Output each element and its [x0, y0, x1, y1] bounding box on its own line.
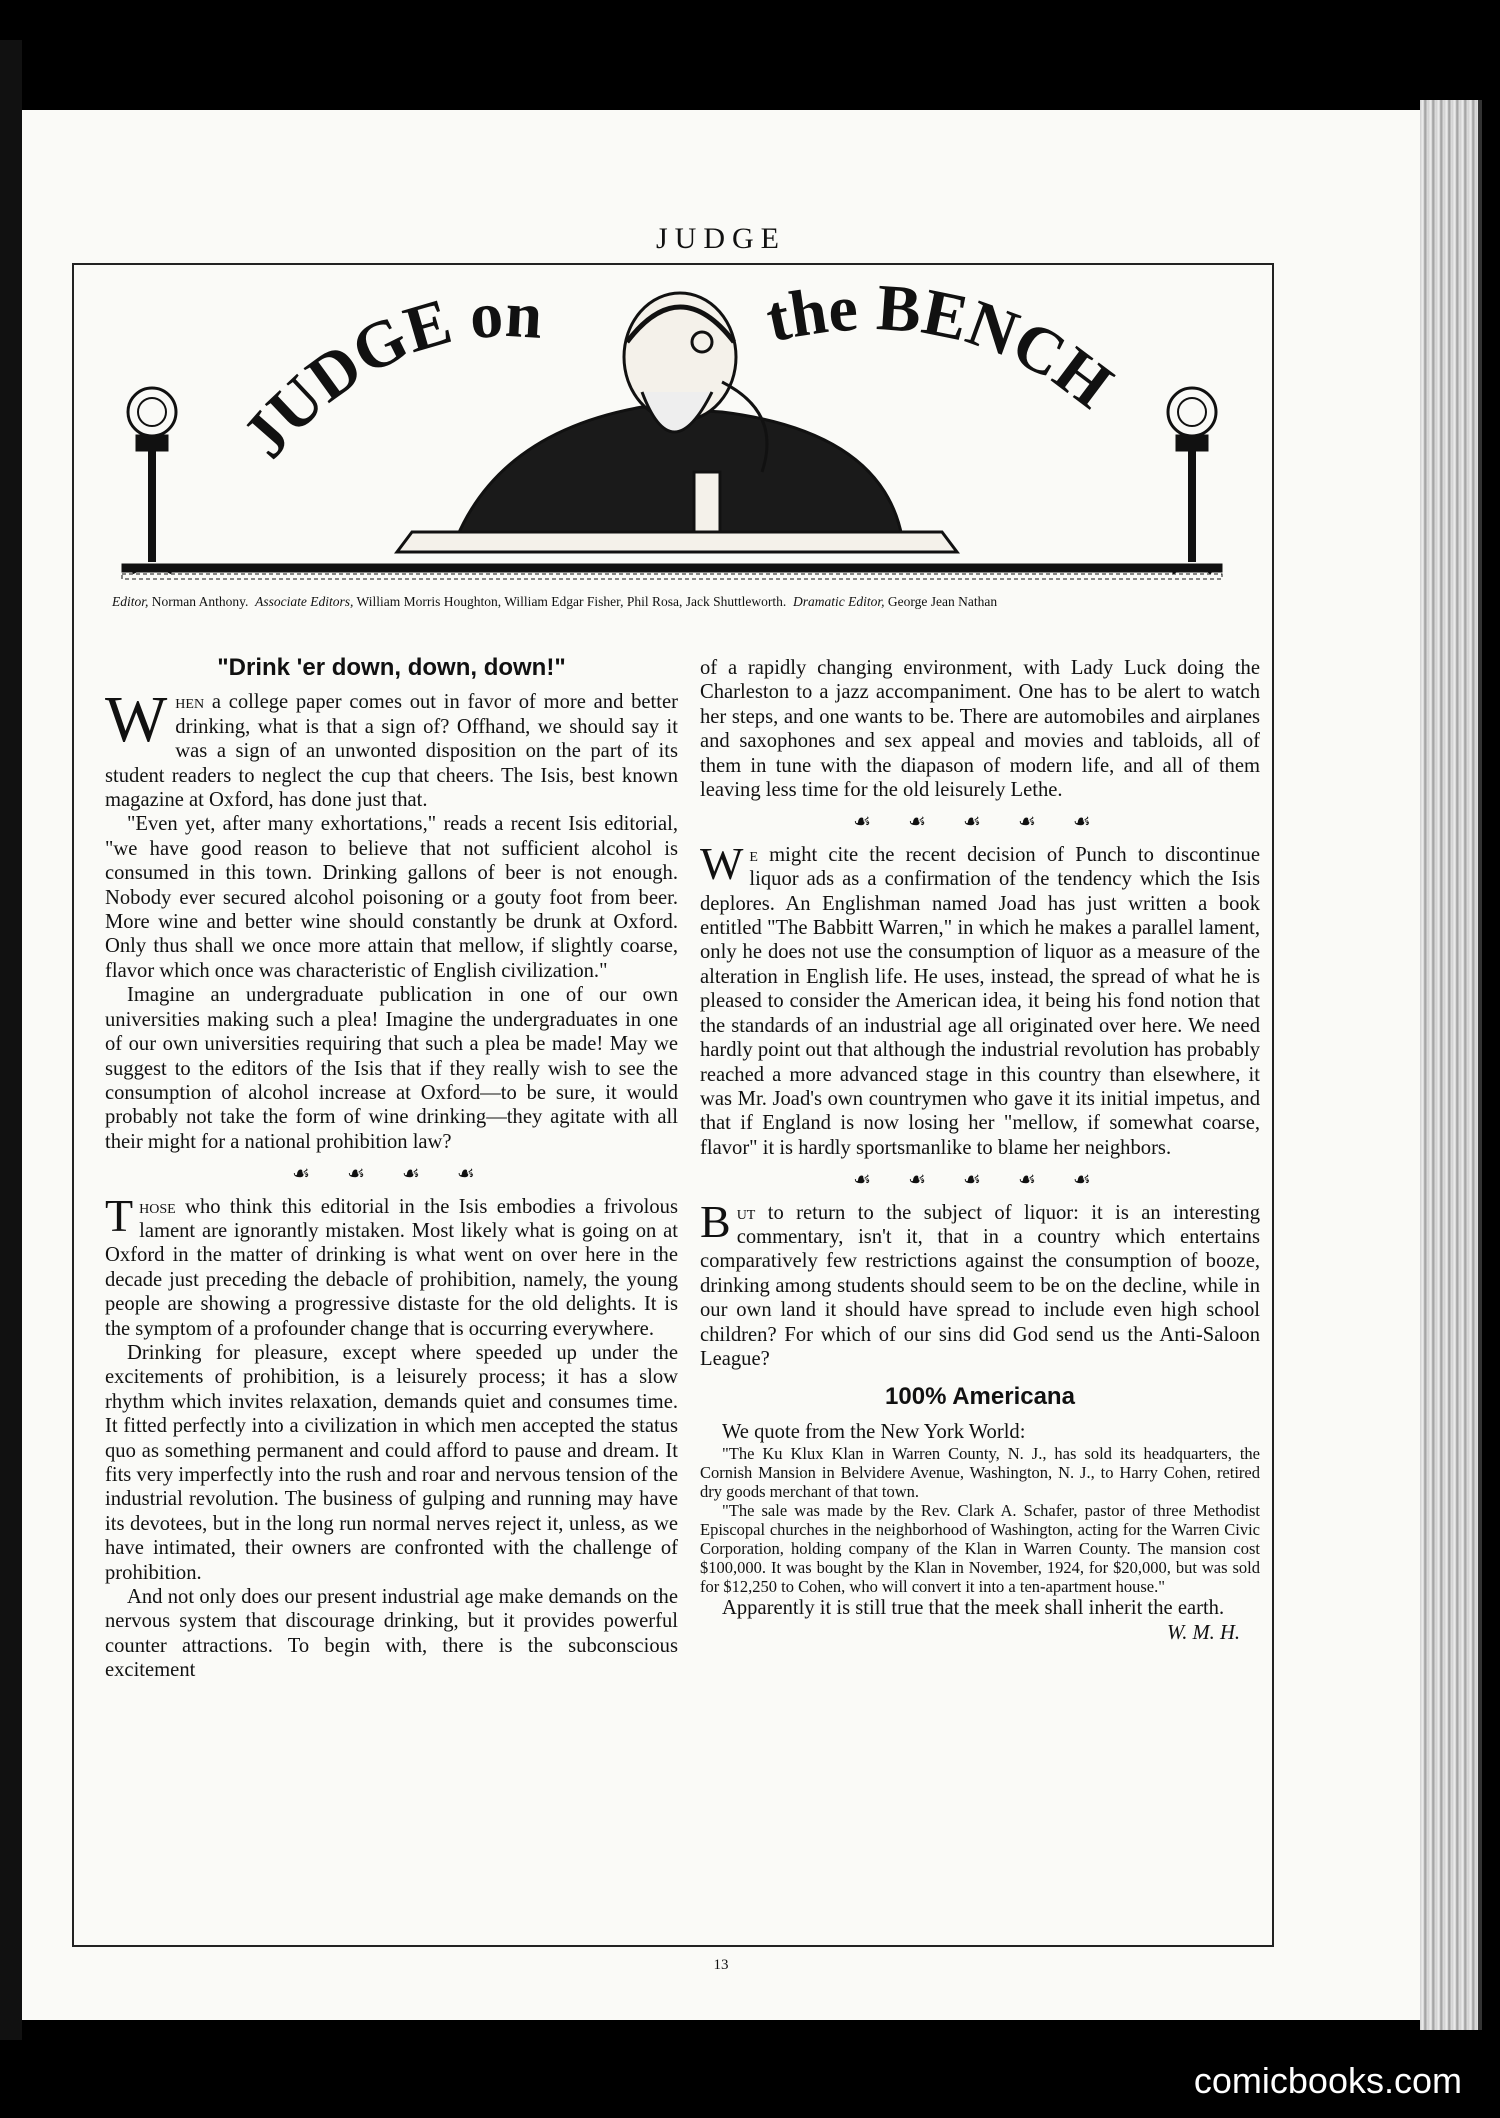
ornament-divider: ☙ ☙ ☙ ☙: [292, 1163, 491, 1186]
ornament-divider: ☙ ☙ ☙ ☙ ☙: [853, 1169, 1107, 1192]
masthead-title-right: the BENCH: [759, 272, 1126, 423]
paragraph: And not only does our present industrial age make demands on the nervous system that discourage drinking, but it provides powerful counter attractions. To begin with, there is the subconscious excitement: [105, 1586, 678, 1682]
paragraph: Apparently it is still true that the meek shall inherit the earth. W. M. H.: [700, 1596, 1260, 1620]
article-column-left: [105, 656, 678, 1683]
paragraph: But to return to the subject of liquor: it is an interesting commentary, isn't it, that in a country which entertains comparatively few restrictions against the consumption of booze, drinking among students should seem to be on the decline, while in our own land it should have spread to include even high school children? For which of our sins did God send us the Anti-Saloon League?: [700, 1195, 1260, 1370]
section-title: 100% Americana: [885, 1383, 1075, 1411]
lamp-right-icon: [1168, 388, 1216, 572]
paragraph: Imagine an undergraduate publication in one of our own universities making such a plea! Imagine the undergraduates in one of our own universities requiring that such a plea be made! May we suggest to the editors of the Isis that if they really wish to see the consumption of alcohol increase at Oxford—to be sure, it would probably not take the form of wine drinking—they agitate with all their might for a national prohibition law?: [105, 984, 678, 1153]
masthead-illustration: [82, 272, 1262, 592]
binding-shadow: [0, 40, 22, 2040]
block-quote: "The sale was made by the Rev. Clark A. Schafer, pastor of three Methodist Episcopal churches in the neighborhood of Washington, acting for the Warren Civic Corporation, holding company of the Klan in Warren County. The mansion cost $100,000. It was bought by the Klan in November, 1924, for $20,000, but was sold for $12,250 to Cohen, who will convert it into a ten-apartment house.": [700, 1501, 1260, 1597]
paragraph: Those who think this editorial in the Isis embodies a frivolous lament are ignorantly mistaken. Most likely what is going on at Oxford in the matter of drinking is what went on over here in the decade just preceding the debacle of prohibition, namely, the young people are showing a progressive distaste for the old delights. It is the symptom of a profounder change that is occurring everywhere.: [105, 1189, 678, 1340]
article-title: "Drink 'er down, down, down!": [217, 654, 566, 681]
article-column-right: [700, 656, 1260, 1645]
author-signature: W. M. H.: [1166, 1621, 1240, 1644]
paragraph: Drinking for pleasure, except where speeded up under the excitements of prohibition, is a leisurely process; it has a slow rhythm which invites relaxation, demands quiet and consumes time. It fitted perfectly into a civilization in which men accepted the status quo as something permanent and could afford to pause and dream. It fits very imperfectly into the rush and roar and nervous tension of the industrial revolution. The business of gulping and running may have its devotees, but in the long run normal nerves reject it, unless, as we have intimated, their owners are confronted with the challenge of prohibition.: [105, 1341, 678, 1584]
ornament-divider: ☙ ☙ ☙ ☙ ☙: [853, 811, 1107, 834]
running-head: JUDGE: [656, 222, 786, 255]
paragraph: We might cite the recent decision of Punch to discontinue liquor ads as a confirmation of the tendency which the Isis deplores. An Englishman named Joad has just written a book entitled "The Babbitt Warren," in which he makes a parallel lament, only he does not use the consumption of liquor as a measure of the alteration in English life. He uses, instead, the spread of what he is pleased to consider the American idea, it being his fond notion that the standards of an industrial age all originated over here. We need hardly point out that although the industrial revolution has probably reached a more advanced stage in this country than elsewhere, it was Mr. Joad's own countrymen who gave it its initial impetus, and that if England is now losing her "mellow, if somewhat coarse, flavor" it is hardly sportsmanlike to blame her neighbors.: [700, 837, 1260, 1159]
paragraph: of a rapidly changing environment, with Lady Luck doing the Charleston to a jazz accompaniment. One has to be alert to watch her steps, and one wants to be. There are automobiles and airplanes and saxophones and sex appeal and movies and tabloids, all of them in tune with the diapason of modern life, and all of them leaving less time for the old leisurely Lethe.: [700, 657, 1260, 802]
masthead-title-left: JUDGE on: [228, 277, 545, 472]
editorial-credits: Editor, Norman Anthony. Associate Editors, William Morris Houghton, William Edgar Fisher, Phil Rosa, Jack Shuttleworth. Dramatic Editor, George Jean Nathan: [112, 594, 998, 609]
bench-icon: [122, 532, 1222, 579]
paragraph: When a college paper comes out in favor of more and better drinking, what is that a sign of? Offhand, we should say it was a sign of an unwonted disposition on the part of its student readers to neglect the cup that cheers. The Isis, best known magazine at Oxford, has done just that.: [105, 683, 678, 812]
paragraph: We quote from the New York World:: [722, 1420, 1026, 1443]
lamp-left-icon: [128, 388, 176, 572]
paragraph: "Even yet, after many exhortations," reads a recent Isis editorial, "we have good reason to believe that not sufficient alcohol is consumed in this town. Drinking gallons of beer is not enough. Nobody ever secured alcohol poisoning or a gouty foot from beer. More wine and better wine should constantly be drunk at Oxford. Only thus shall we once more attain that mellow, if slightly coarse, flavor which once was characteristic of English civilization.": [105, 813, 678, 982]
block-quote: "The Ku Klux Klan in Warren County, N. J., has sold its headquarters, the Cornish Mansion in Belvidere Avenue, Washington, N. J., to Harry Cohen, retired dry goods merchant of that town.: [700, 1444, 1260, 1502]
page-number: 13: [713, 1957, 729, 1973]
watermark: comicbooks.com: [1193, 2060, 1462, 2101]
page-edges: [1420, 100, 1482, 2030]
